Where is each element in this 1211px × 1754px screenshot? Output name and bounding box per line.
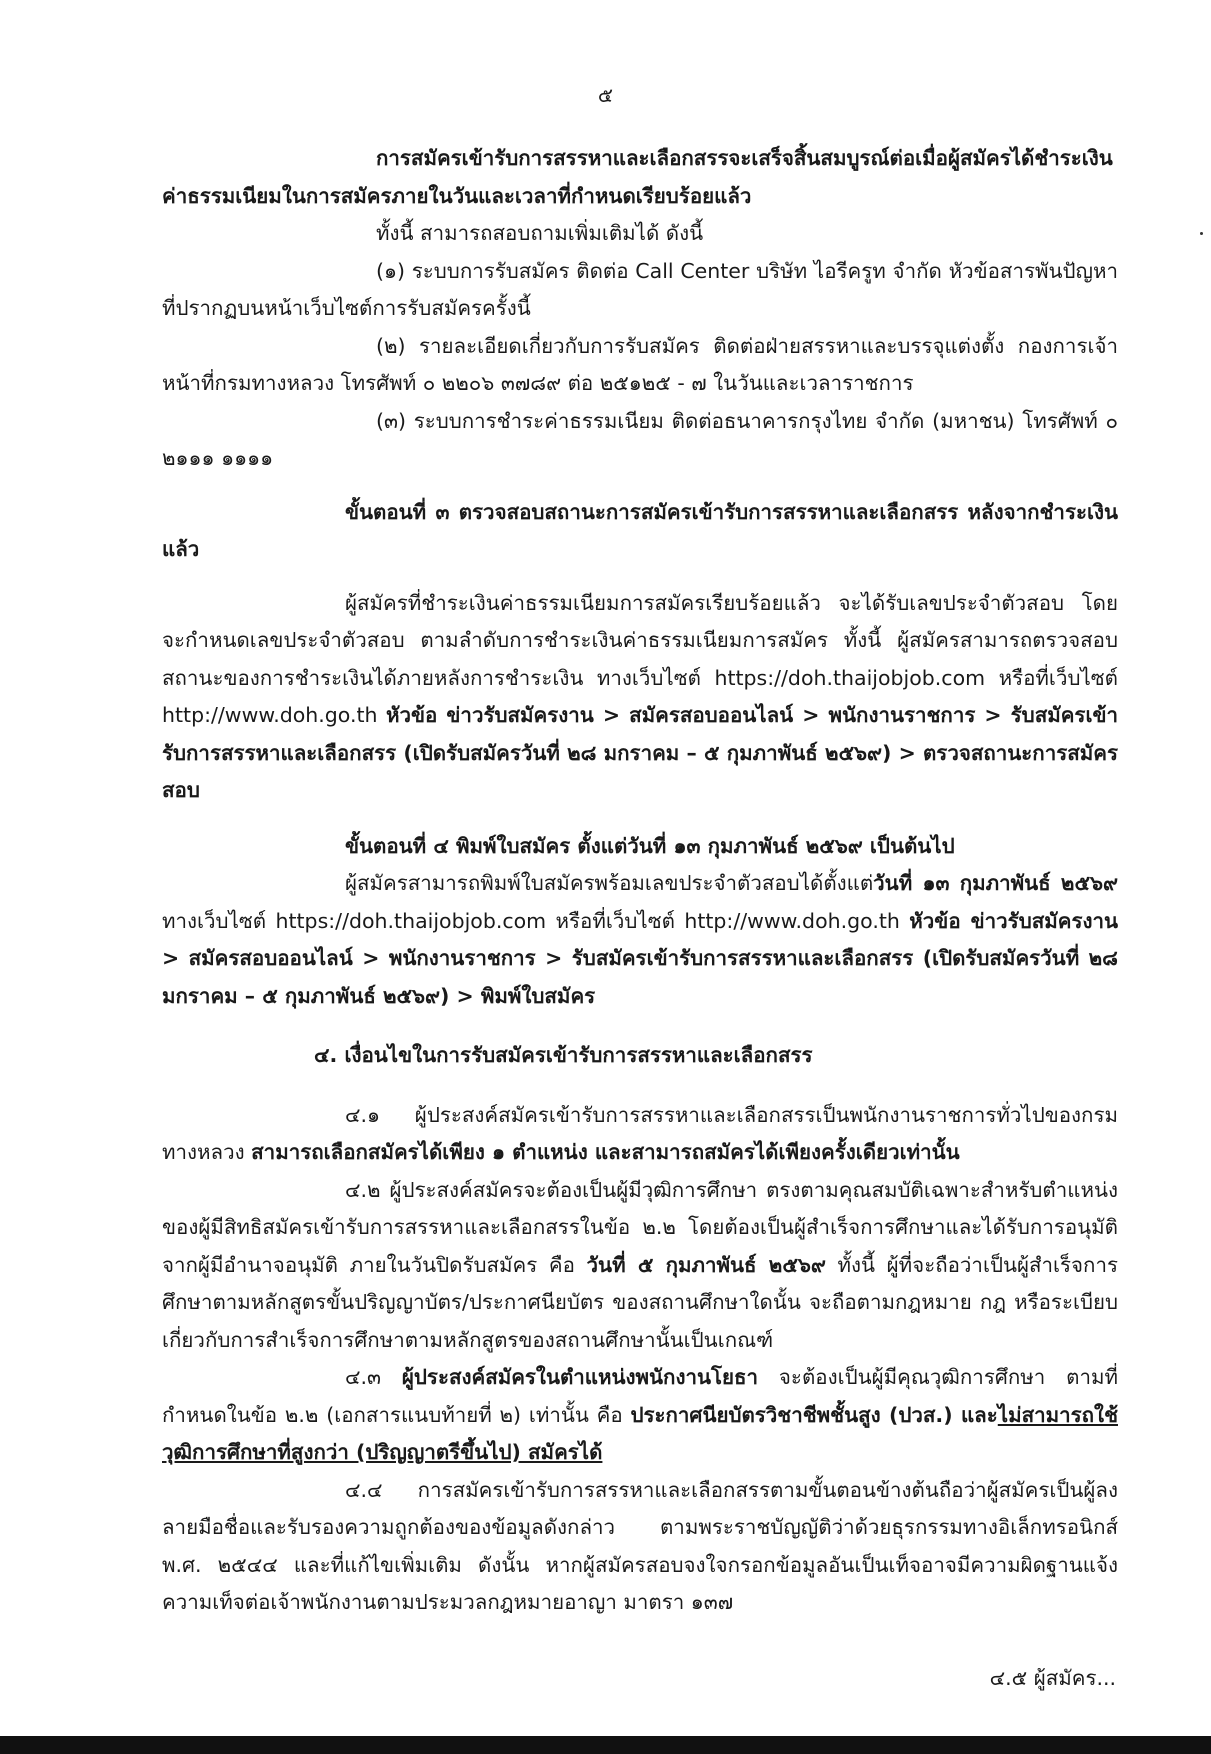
step-3-heading: ขั้นตอนที่ ๓ ตรวจสอบสถานะการสมัครเข้ารับการสรรหาและเลือกสรร หลังจากชำระเงินแล้ว [162,499,1118,561]
step-3-body: ผู้สมัครที่ชำระเงินค่าธรรมเนียมการสมัครเรียบร้อยแล้ว จะได้รับเลขประจำตัวสอบ โดยจะกำหนดเลขประจำตัวสอบ ตามลำดับการชำระเงินค่าธรรมเนียมการสมัคร ทั้งนี้ ผู้สมัครสามารถตรวจสอบสถานะของการชำระเงินได้ภายหลังการชำระเงิน ทางเว็บไซต์ https://doh.thaijobjob.com หรือที่เว็บไซต์ http://www.doh.go.th [162,590,1118,727]
condition-4-3-qualification: ประกาศนียบัตรวิชาชีพชั้นสูง (ปวส.) และ [630,1402,998,1427]
paragraph-inquiry-2: (๒) รายละเอียดเกี่ยวกับการรับสมัคร ติดต่อฝ่ายสรรหาและบรรจุแต่งตั้ง กองการเจ้าหน้าที่กรมทางหลวง โทรศัพท์ ๐ ๒๒๐๖ ๓๗๘๙ ต่อ ๒๕๑๒๕ - ๗ ในวันและเวลาราชการ [162,333,1118,395]
section-4-heading: ๔. เงื่อนไขในการรับสมัครเข้ารับการสรรหาและเลือกสรร [314,1043,813,1067]
condition-4-2 [162,1172,1118,1360]
step-4-web-path: หัวข้อ ข่าวรับสมัครงาน > สมัครสอบออนไลน์ > พนักงานราชการ > รับสมัครเข้ารับการสรรหาและเลือกสรร (เปิดรับสมัครวันที่ ๒๘ มกราคม – ๕ กุมภาพันธ์ ๒๕๖๙) > พิมพ์ใบสมัคร [162,908,1118,1008]
paragraph-inquiry-1: (๑) ระบบการรับสมัคร ติดต่อ Call Center บริษัท ไอรีครูท จำกัด หัวข้อสารพันปัญหาที่ปรากฏบนหน้าเว็บไซต์การรับสมัครครั้งนี้ [162,258,1118,320]
page-number: ๕ [597,83,614,107]
condition-4-1-text: ๔.๑ ผู้ประสงค์สมัครเข้ารับการสรรหาและเลือกสรรเป็นพนักงานราชการทั่วไปของกรมทางหลวง [162,1102,1118,1164]
condition-4-3-number: ๔.๓ [345,1365,382,1389]
paragraph-application-complete: การสมัครเข้ารับการสรรหาและเลือกสรรจะเสร็จสิ้นสมบูรณ์ต่อเมื่อผู้สมัครได้ชำระเงินค่าธรรมเนียมในการสมัครภายในวันและเวลาที่กำหนดเรียบร้อยแล้ว [162,146,1113,208]
step-4-date: วันที่ ๑๓ กุมภาพันธ์ ๒๕๖๙ [873,871,1118,895]
document-body [162,140,1118,1622]
step-3-web-path: หัวข้อ ข่าวรับสมัครงาน > สมัครสอบออนไลน์ > พนักงานราชการ > รับสมัครเข้ารับการสรรหาและเลือกสรร (เปิดรับสมัครวันที่ ๒๘ มกราคม – ๕ กุมภาพันธ์ ๒๕๖๙) > ตรวจสถานะการสมัครสอบ [162,703,1118,802]
condition-4-1-emphasis: สามารถเลือกสมัครได้เพียง ๑ ตำแหน่ง และสามารถสมัครได้เพียงครั้งเดียวเท่านั้น [251,1140,960,1164]
scan-edge-bar [0,1736,1211,1754]
condition-4-4: ๔.๔ การสมัครเข้ารับการสรรหาและเลือกสรรตามขั้นตอนข้างต้นถือว่าผู้สมัครเป็นผู้ลงลายมือชื่อและรับรองความถูกต้องของข้อมูลดังกล่าว ตามพระราชบัญญัติว่าด้วยธุรกรรมทางอิเล็กทรอนิกส์ พ.ศ. ๒๕๔๔ และที่แก้ไขเพิ่มเติม ดังนั้น หากผู้สมัครสอบจงใจกรอกข้อมูลอันเป็นเท็จอาจมีความผิดฐานแจ้งความเท็จต่อเจ้าพนักงานตามประมวลกฎหมายอาญา มาตรา ๑๓๗ [162,1477,1118,1614]
condition-4-3 [162,1359,1118,1472]
condition-4-2-date: วันที่ ๕ กุมภาพันธ์ ๒๕๖๙ [586,1252,826,1277]
step-4-body-c: ทางเว็บไซต์ https://doh.thaijobjob.com หรือที่เว็บไซต์ http://www.doh.go.th [162,908,900,933]
paragraph-inquiry-intro: ทั้งนี้ สามารถสอบถามเพิ่มเติมได้ ดังนี้ [376,221,704,245]
condition-4-2-text-c: ทั้งนี้ ผู้ที่จะถือว่าเป็นผู้สำเร็จการศึกษาตามหลักสูตรขั้นปริญญาบัตร/ประกาศนียบัตร ของสถานศึกษาใดนั้น จะถือตามกฎหมาย กฎ หรือระเบียบเกี่ยวกับการสำเร็จการศึกษาตามหลักสูตรของสถานศึกษานั้นเป็นเกณฑ์ [162,1252,1118,1352]
step-3-text [162,585,1118,810]
step-4-text [162,865,1118,1015]
condition-4-1 [162,1097,1118,1172]
condition-4-3-position: ผู้ประสงค์สมัครในตำแหน่งพนักงานโยธา [401,1365,759,1389]
paragraph-inquiry-3: (๓) ระบบการชำระค่าธรรมเนียม ติดต่อธนาคารกรุงไทย จำกัด (มหาชน) โทรศัพท์ ๐ ๒๑๑๑ ๑๑๑๑ [162,408,1118,470]
condition-4-3-restriction: ไม่สามารถใช้วุฒิการศึกษาที่สูงกว่า (ปริญญาตรีขึ้นไป) สมัครได้ [162,1402,1118,1464]
step-4-heading: ขั้นตอนที่ ๔ พิมพ์ใบสมัคร ตั้งแต่วันที่ ๑๓ กุมภาพันธ์ ๒๕๖๙ เป็นต้นไป [345,833,955,858]
scan-mark [1200,232,1203,235]
condition-4-3-text: จะต้องเป็นผู้มีคุณวุฒิการศึกษา ตามที่กำหนดในข้อ ๒.๒ (เอกสารแนบท้ายที่ ๒) เท่านั้น คือ [162,1365,1118,1427]
step-4-body-a: ผู้สมัครสามารถพิมพ์ใบสมัครพร้อมเลขประจำตัวสอบได้ตั้งแต่ [345,871,874,895]
footer-continuation: ๔.๕ ผู้สมัคร... [989,1666,1116,1690]
condition-4-2-text-a: ๔.๒ ผู้ประสงค์สมัครจะต้องเป็นผู้มีวุฒิการศึกษา ตรงตามคุณสมบัติเฉพาะสำหรับตำแหน่งของผู้มีสิทธิสมัครเข้ารับการสรรหาและเลือกสรรในข้อ ๒.๒ โดยต้องเป็นผู้สำเร็จการศึกษาและได้รับการอนุมัติจากผู้มีอำนาจอนุมัติ ภายในวันปิดรับสมัคร คือ [162,1177,1118,1277]
